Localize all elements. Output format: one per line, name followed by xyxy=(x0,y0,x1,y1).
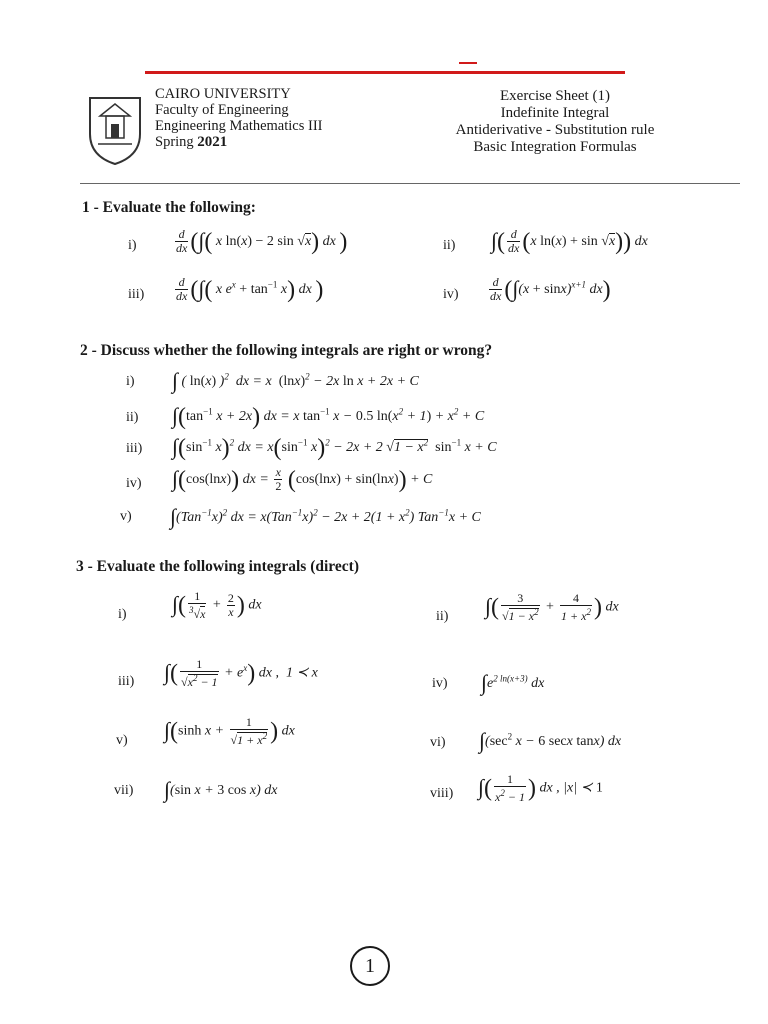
s1-expr-4: $\frac{d}{dx}$ ($\int(x + \sin x)^{x+1}$ dx) xyxy=(490,275,611,304)
s1-expr-1: $\frac{d}{dx}$ (∫( x ln(x) − 2 sin √x) dx ) xyxy=(176,227,348,256)
s2-expr-1: ∫ ( ln(x) )$^2$ dx = x $(\ln x)^2 - 2x$ ln x + 2x + C xyxy=(172,368,419,393)
section-1-title: 1 - Evaluate the following: xyxy=(82,199,256,216)
topic-1: Indefinite Integral xyxy=(500,105,610,121)
faculty-name: Faculty of Engineering xyxy=(155,102,289,118)
sheet-title: Exercise Sheet (1) xyxy=(500,88,610,104)
s3-label-8: viii) xyxy=(430,786,454,801)
s2-label-1: i) xyxy=(126,374,135,389)
term-year: 2021 xyxy=(197,134,228,150)
s3-expr-1: ∫( $\frac{1}{^3√x}$ + $\frac{2}{x}$ ) dx xyxy=(172,589,262,621)
s1-expr-2: ∫( $\frac{d}{dx}$ (x ln(x) + sin √x)) dx xyxy=(491,227,648,256)
s3-label-2: ii) xyxy=(436,609,449,624)
s3-expr-3: ∫( $\frac{1}{√x^2 - 1}$ + $e^x$) dx , 1 ≺ x xyxy=(164,657,318,689)
s2-expr-4: ∫(cos(lnx)) dx = $\frac{x}{2}$ (cos(lnx) + sin(lnx)) + C xyxy=(172,465,433,494)
s3-label-3: iii) xyxy=(118,674,135,689)
s3-expr-7: ∫(sin x + 3 cos x) dx xyxy=(164,777,278,802)
section-2-title: 2 - Discuss whether the following integrals are right or wrong? xyxy=(80,342,493,359)
s3-expr-2: ∫( $\frac{3}{√1 - x^2}$ + $\frac{4}{1 + x^2}$ ) dx xyxy=(485,591,619,623)
department-name: Engineering Mathematics III xyxy=(155,118,323,134)
header-divider xyxy=(80,183,740,184)
sheet-block xyxy=(420,88,690,156)
s3-expr-5: ∫(sinh x + $\frac{1}{√1 + x^2}$ ) dx xyxy=(164,715,295,747)
s2-label-4: iv) xyxy=(126,476,142,491)
university-name: CAIRO UNIVERSITY xyxy=(155,86,291,102)
s2-expr-2: $\int(\tan^{-1}$ x + 2x) dx = x $\tan^{-1} x - 0.5$ $\ln(x^2 + 1) + x^2 + C$ xyxy=(172,403,485,430)
topic-2: Antiderivative - Substitution rule xyxy=(455,122,655,138)
section-3-title: 3 - Evaluate the following integrals (direct) xyxy=(76,558,359,575)
red-top-line xyxy=(145,71,625,74)
page-number: 1 xyxy=(350,946,390,986)
s3-expr-4: $\int e^{2 ln(x+3)}$ dx xyxy=(481,670,545,695)
topic-3: Basic Integration Formulas xyxy=(473,139,637,155)
s3-expr-6: $\int(\sec^2$ x − 6 secx tanx) dx xyxy=(479,728,622,753)
s3-label-4: iv) xyxy=(432,676,448,691)
red-mark xyxy=(459,62,477,64)
s1-label-1: i) xyxy=(128,238,137,253)
university-block xyxy=(155,86,323,150)
s1-label-3: iii) xyxy=(128,287,145,302)
s3-expr-8: ∫( $\frac{1}{x^2 - 1}$ ) dx , |x| ≺ 1 xyxy=(478,772,603,804)
s2-label-5: v) xyxy=(120,509,132,524)
university-seal-icon xyxy=(86,94,144,166)
s2-label-2: ii) xyxy=(126,410,139,425)
term xyxy=(155,134,323,150)
s3-label-6: vi) xyxy=(430,735,446,750)
s1-label-2: ii) xyxy=(443,238,456,253)
s3-label-7: vii) xyxy=(114,783,134,798)
s2-label-3: iii) xyxy=(126,441,143,456)
s2-expr-3: $\int(\sin^{-1}$ x)$^2$ dx = $x(\sin^{-1}$ x)$^2$ − 2x + 2 $√1 - x^2$ $\sin^{-1} x + C$ xyxy=(172,434,497,461)
s2-expr-5: $\int(Tan^{-1}x)^2$ dx = $x(Tan^{-1}x)^2 - 2x + 2(1 + x^2) Tan^{-1}x + C$ xyxy=(170,504,481,529)
s1-label-4: iv) xyxy=(443,287,459,302)
s1-expr-3: $\frac{d}{dx}$ (∫( x $e^x + \tan^{-1} x$) dx ) xyxy=(176,275,324,304)
term-label: Spring xyxy=(155,134,194,150)
s3-label-1: i) xyxy=(118,607,127,622)
s3-label-5: v) xyxy=(116,733,128,748)
